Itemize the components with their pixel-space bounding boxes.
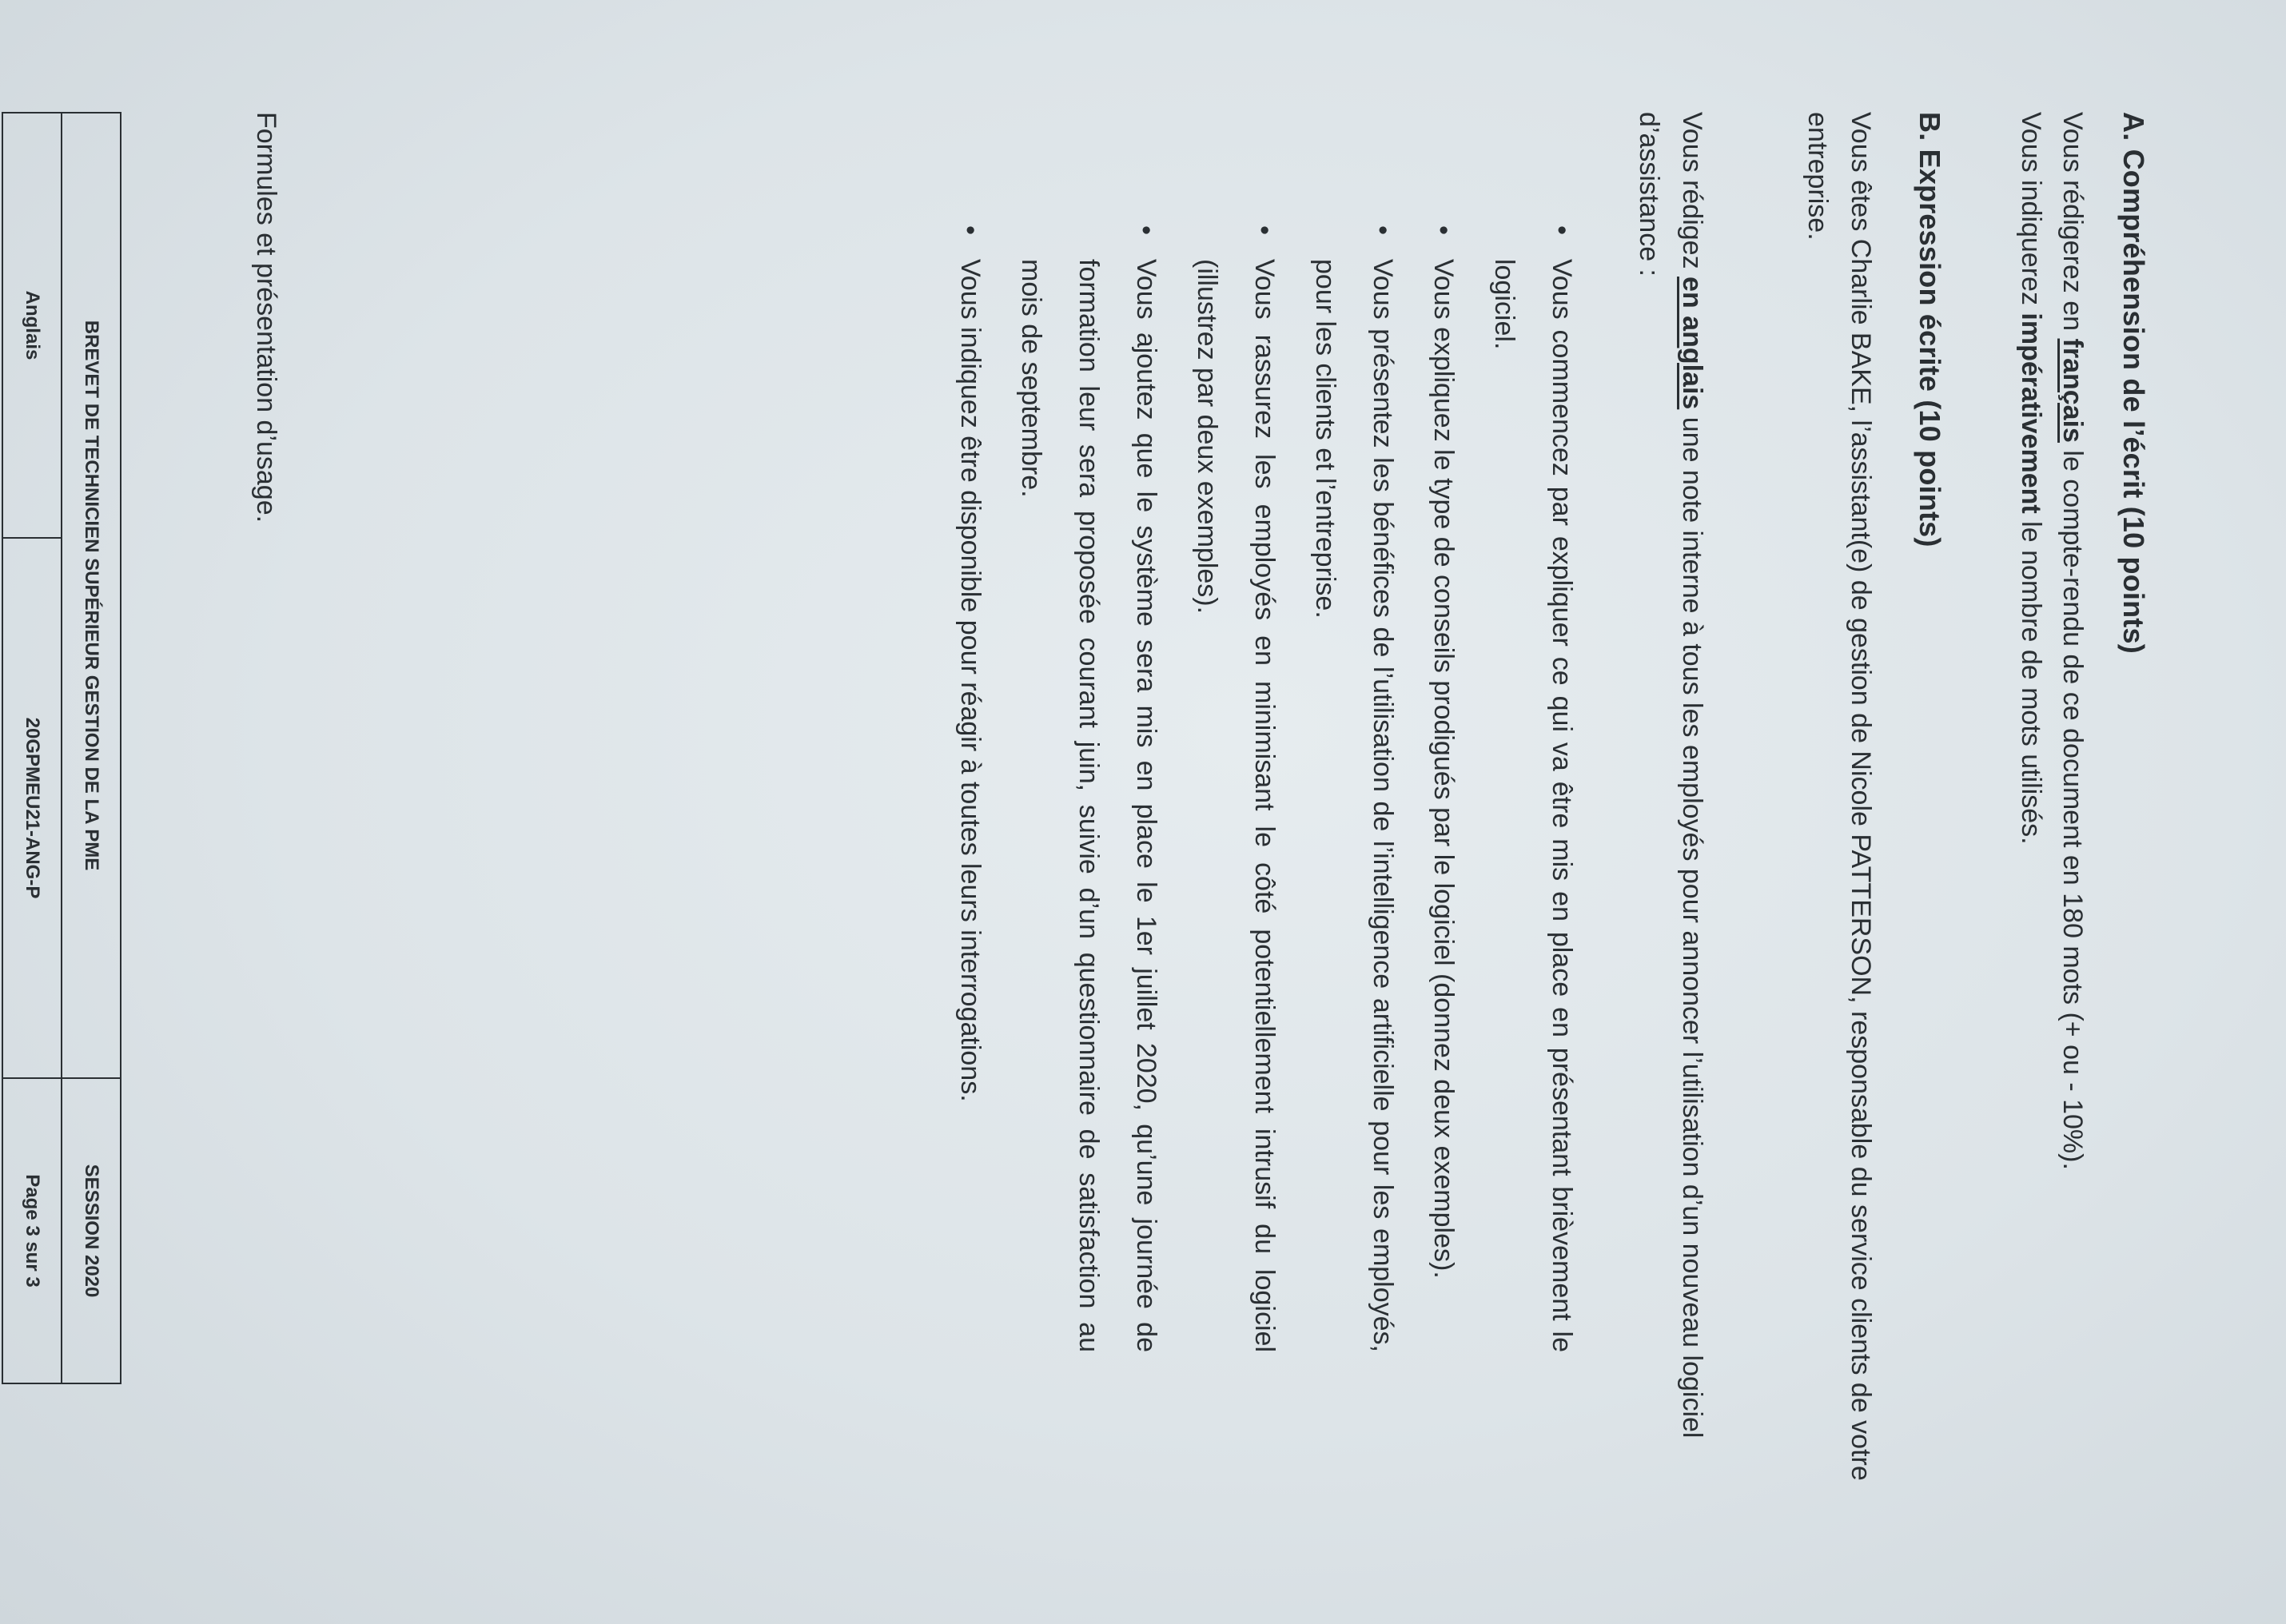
footer-table	[2, 112, 121, 1384]
bullet-text: Vous indiquez être disponible pour réagir à toutes leurs interrogations.	[955, 259, 986, 1102]
table-row	[2, 113, 62, 1383]
section-b-intro: Vous êtes Charlie BAKE, l’assistant(e) de gestion de Nicole PATTERSON, responsable du service clients de votre entreprise.	[1802, 112, 1876, 1481]
bullet-icon: •	[1131, 225, 1161, 235]
section-b-bullet-list	[938, 225, 1591, 1352]
section-a-line-2-emphasis: impérativement	[2016, 312, 2046, 514]
bullet-icon: •	[1368, 225, 1398, 235]
bullet-icon: •	[955, 225, 986, 235]
footer-exam-title: BREVET DE TECHNICIEN SUPÉRIEUR GESTION DE LA PME	[62, 113, 121, 1078]
section-a-heading: A. Compréhension de l’écrit (10 points)	[2117, 112, 2150, 654]
bullet-text: Vous commencez par expliquer ce qui va être mis en place en présentant brièvement le logiciel.	[1489, 259, 1577, 1352]
section-a-line-1-emphasis: français	[2057, 338, 2088, 443]
section-a-line-2-pre: Vous indiquerez	[2016, 112, 2046, 313]
section-a-line-1-post: le compte-rendu de ce document en 180 mots (+ ou - 10%).	[2057, 442, 2088, 1170]
footer-code: 20GPMEU21-ANG-P	[2, 538, 62, 1078]
list-item	[1002, 225, 1175, 1352]
bullet-text: Vous expliquez le type de conseils prodigués par le logiciel (donnez deux exemples).	[1428, 259, 1459, 1279]
bullet-icon: •	[1249, 225, 1280, 235]
bullet-icon: •	[1547, 225, 1577, 235]
bullet-icon: •	[1428, 225, 1459, 235]
footer-subject: Anglais	[2, 113, 62, 538]
section-b-task	[1627, 112, 1714, 1511]
section-a-line-1-pre: Vous rédigerez en	[2057, 112, 2088, 339]
table-row	[62, 113, 121, 1383]
section-a-line-2-post: le nombre de mots utilisés.	[2016, 513, 2046, 845]
section-b-task-post: une note interne à tous les employés pour annoncer l’utilisation d’un nouveau logiciel d’assistance :	[1634, 112, 1707, 1439]
bullet-text: Vous présentez les bénéfices de l’utilisation de l’intelligence artificielle pour les employés, pour les clients et l’entreprise.	[1310, 259, 1398, 1352]
section-b-heading: B. Expression écrite (10 points)	[1914, 112, 1946, 547]
list-item	[1296, 225, 1412, 1352]
bullet-text: Vous rassurez les employés en minimisant le côté potentiellement intrusif du logiciel (illustrez par deux exemples).	[1192, 259, 1280, 1352]
section-b-task-pre: Vous rédigez	[1677, 112, 1707, 277]
footer-session: SESSION 2020	[62, 1078, 121, 1383]
list-item	[1415, 225, 1472, 1352]
list-item	[1476, 225, 1591, 1352]
section-a-line-2	[2009, 112, 2053, 1487]
section-a-line-1	[2051, 112, 2094, 1487]
footer-page-number: Page 3 sur 3	[2, 1078, 62, 1383]
bullet-text: Vous ajoutez que le système sera mis en place le 1er juillet 2020, qu’une journée de formation leur sera proposée courant juin, suivie d’un questionnaire de satisfaction au mois de septembre.	[1016, 259, 1161, 1352]
section-b-closing: Formules et présentation d’usage.	[251, 112, 281, 523]
list-item	[942, 225, 999, 1352]
section-b-task-emphasis: en anglais	[1677, 277, 1707, 410]
list-item	[1178, 225, 1293, 1352]
